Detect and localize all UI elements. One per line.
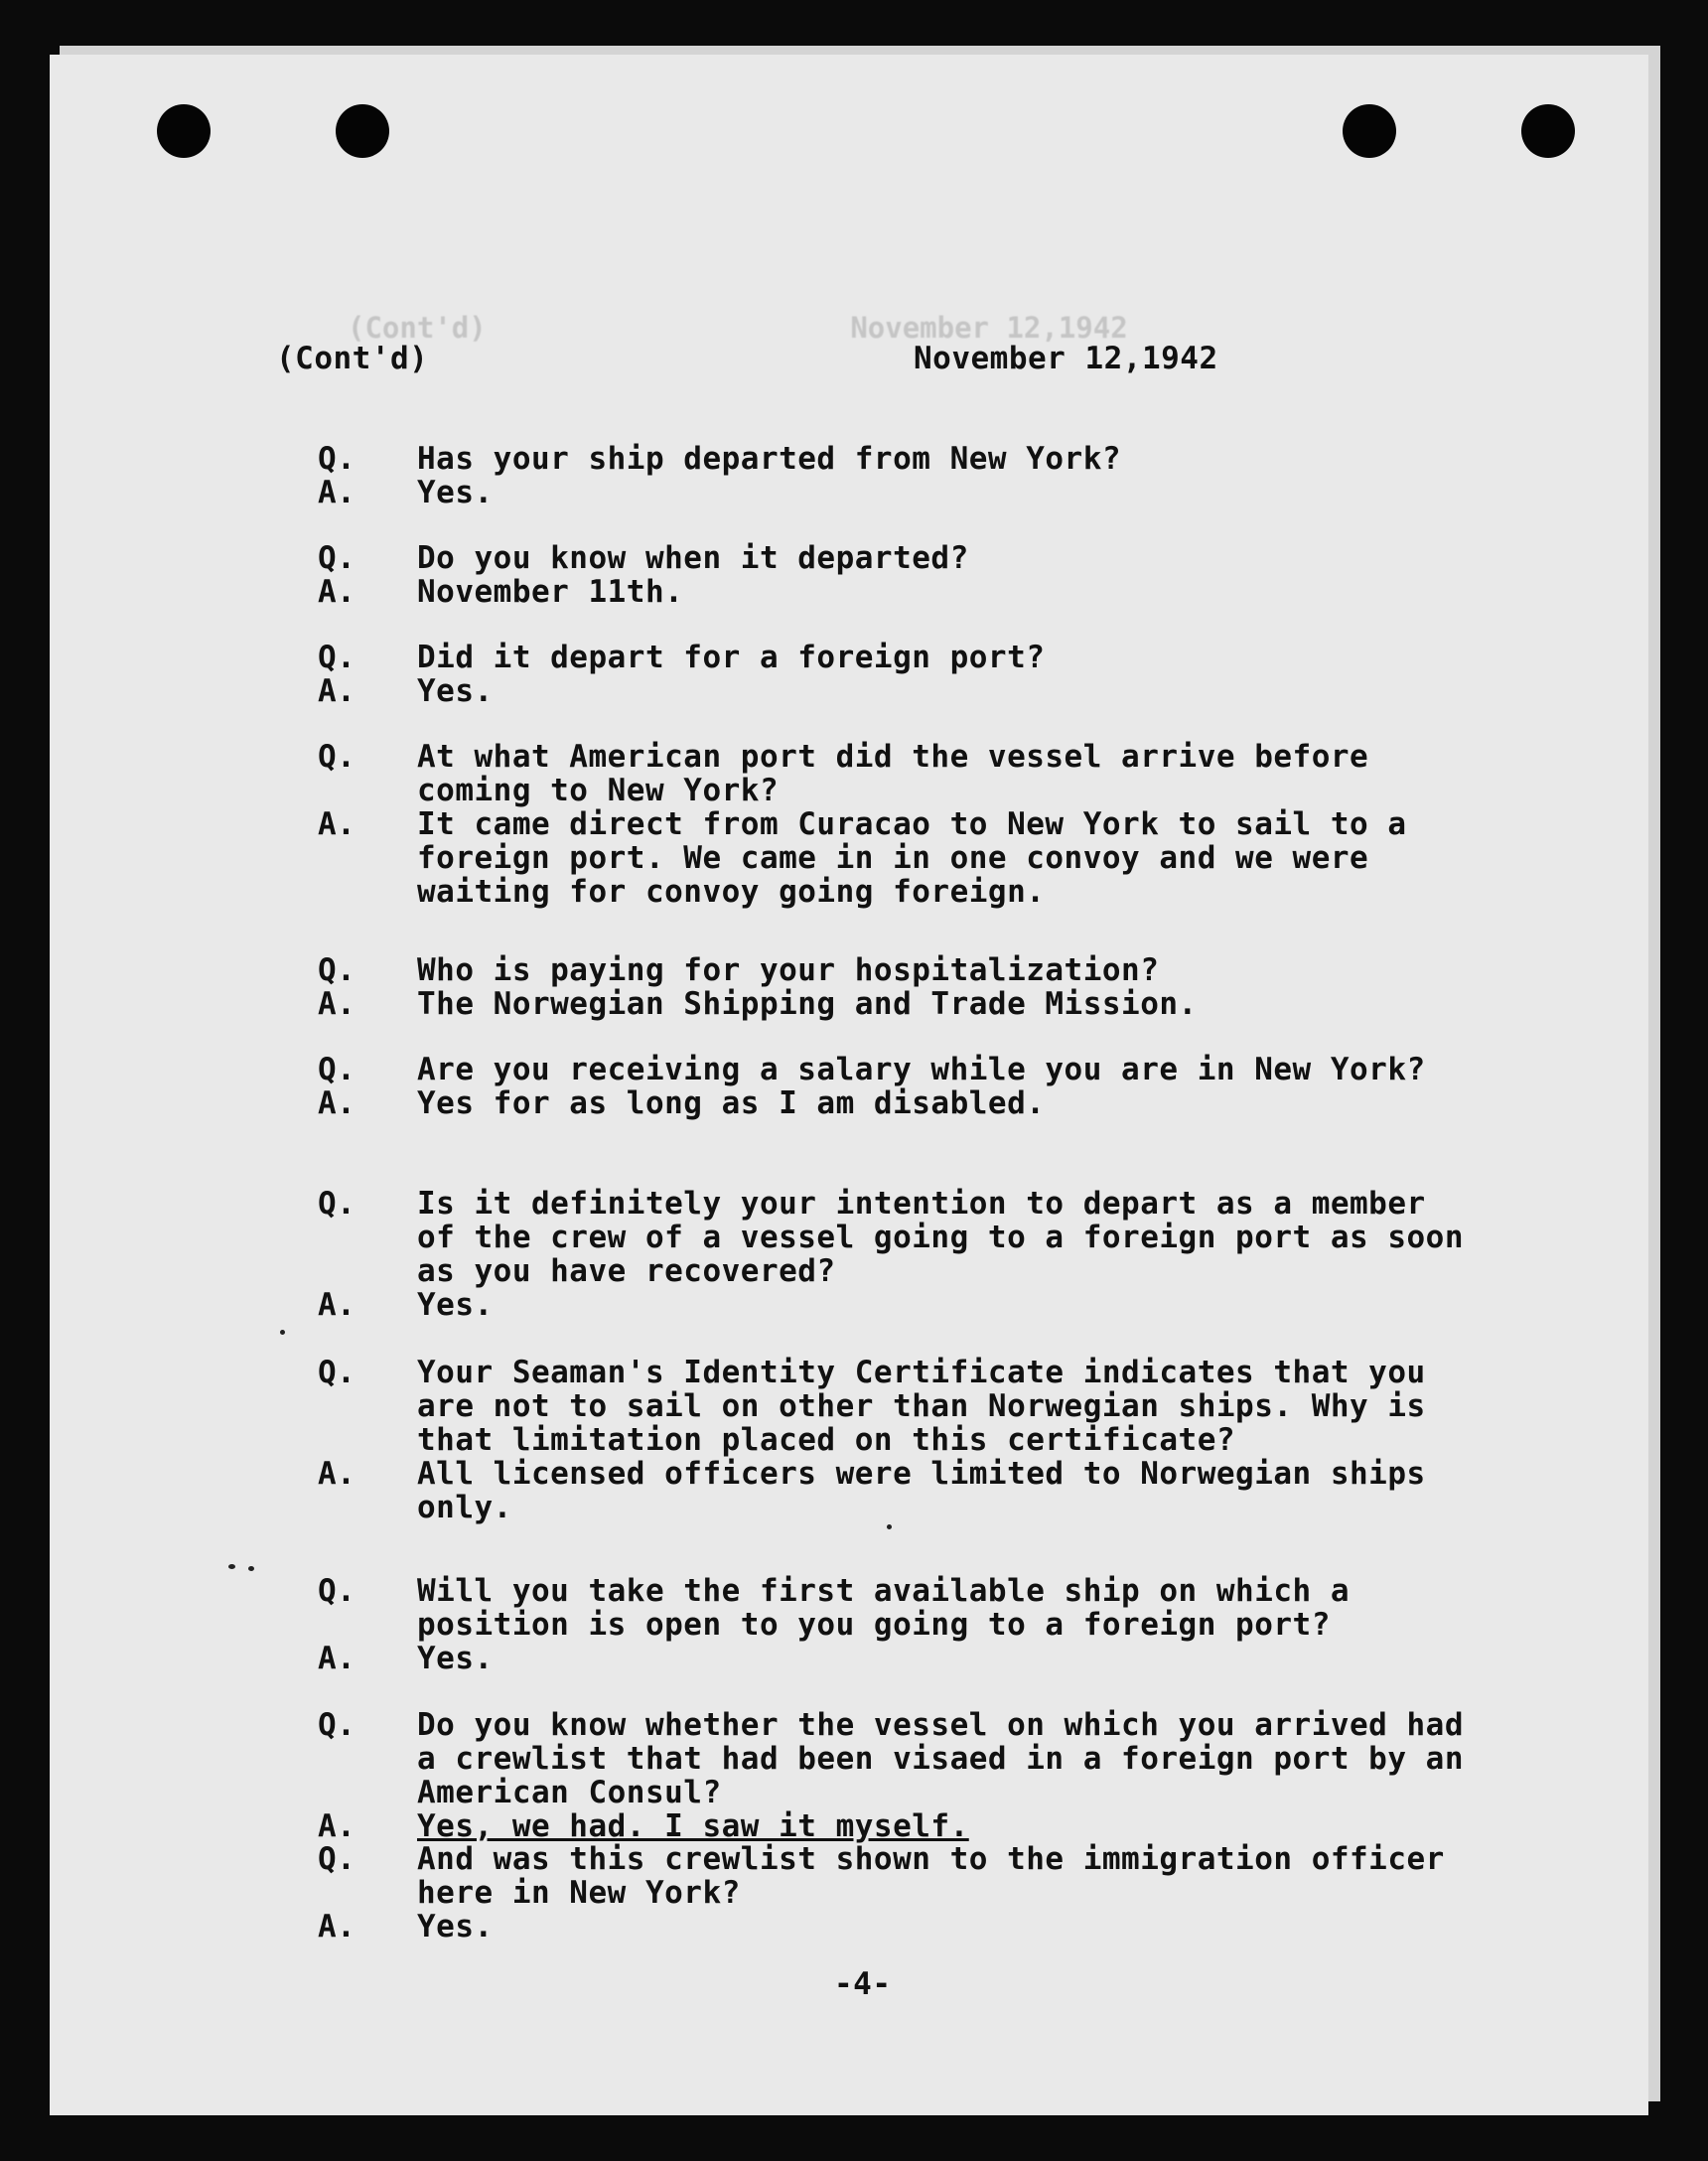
- bleed-through-text: (Cont'd) November 12,1942: [348, 311, 1128, 345]
- qa-block: [318, 541, 1470, 609]
- question-label: Q.: [318, 1355, 356, 1390]
- answer-label: A.: [318, 475, 356, 510]
- answer-label: A.: [318, 986, 356, 1022]
- question-label: Q.: [318, 739, 356, 775]
- answer-text: All licensed officers were limited to Norwegian ships only.: [417, 1456, 1426, 1525]
- answer-label: A.: [318, 1641, 356, 1676]
- qa-block: [318, 1574, 1470, 1675]
- answer-label: A.: [318, 574, 356, 610]
- answer-label: A.: [318, 1909, 356, 1945]
- answer-text: Yes for as long as I am disabled.: [417, 1085, 1046, 1121]
- question-text: At what American port did the vessel arrive before coming to New York?: [417, 739, 1369, 808]
- document-page: [50, 55, 1648, 2115]
- answer-label: A.: [318, 1287, 356, 1323]
- qa-block: [318, 1842, 1470, 1944]
- qa-block: [318, 1187, 1470, 1322]
- question-text: Has your ship departed from New York?: [417, 441, 1122, 477]
- question-label: Q.: [318, 952, 356, 988]
- question-text: Do you know whether the vessel on which you arrived had a crewlist that had been visaed in a foreign port by an American Consul?: [417, 1707, 1464, 1810]
- question-text: Will you take the first available ship on which a position is open to you going to a foreign port?: [417, 1573, 1351, 1643]
- qa-block: [318, 740, 1470, 909]
- question-text: Your Seaman's Identity Certificate indicates that you are not to sail on other than Norwegian ships. Why is that limitation placed on this certificate?: [417, 1355, 1426, 1458]
- question-label: Q.: [318, 441, 356, 477]
- qa-block: [318, 641, 1470, 708]
- question-label: Q.: [318, 1186, 356, 1222]
- continued-label: (Cont'd): [276, 341, 429, 376]
- question-text: Who is paying for your hospitalization?: [417, 952, 1160, 988]
- question-text: And was this crewlist shown to the immigration officer here in New York?: [417, 1841, 1445, 1911]
- qa-block: [318, 1053, 1470, 1120]
- answer-text: Yes.: [417, 1909, 494, 1945]
- question-text: Are you receiving a salary while you are in New York?: [417, 1052, 1426, 1087]
- answer-text: Yes, we had. I saw it myself.: [417, 1808, 969, 1844]
- document-body: [50, 55, 1648, 2115]
- qa-block: [318, 953, 1470, 1021]
- answer-text: The Norwegian Shipping and Trade Mission.: [417, 986, 1198, 1022]
- question-label: Q.: [318, 1841, 356, 1877]
- answer-label: A.: [318, 673, 356, 709]
- question-text: Is it definitely your intention to depart as a member of the crew of a vessel going to a foreign port as soon as you have recovered?: [417, 1186, 1464, 1289]
- question-label: Q.: [318, 1573, 356, 1609]
- question-text: Did it depart for a foreign port?: [417, 640, 1046, 675]
- answer-label: A.: [318, 1808, 356, 1844]
- question-label: Q.: [318, 1707, 356, 1743]
- question-text: Do you know when it departed?: [417, 540, 969, 576]
- page-number: -4-: [834, 1966, 892, 2002]
- answer-text: Yes.: [417, 673, 494, 709]
- answer-text: Yes.: [417, 1641, 494, 1676]
- document-date: November 12,1942: [914, 341, 1218, 376]
- answer-label: A.: [318, 1085, 356, 1121]
- answer-label: A.: [318, 1456, 356, 1492]
- answer-text: It came direct from Curacao to New York to sail to a foreign port. We came in in one convoy and we were waiting for convoy going foreign.: [417, 806, 1407, 910]
- answer-text: Yes.: [417, 1287, 494, 1323]
- question-label: Q.: [318, 640, 356, 675]
- answer-text: Yes.: [417, 475, 494, 510]
- qa-block: [318, 1356, 1470, 1524]
- answer-text: November 11th.: [417, 574, 684, 610]
- qa-block: [318, 442, 1470, 509]
- question-label: Q.: [318, 1052, 356, 1087]
- answer-label: A.: [318, 806, 356, 842]
- question-label: Q.: [318, 540, 356, 576]
- qa-block: [318, 1708, 1470, 1843]
